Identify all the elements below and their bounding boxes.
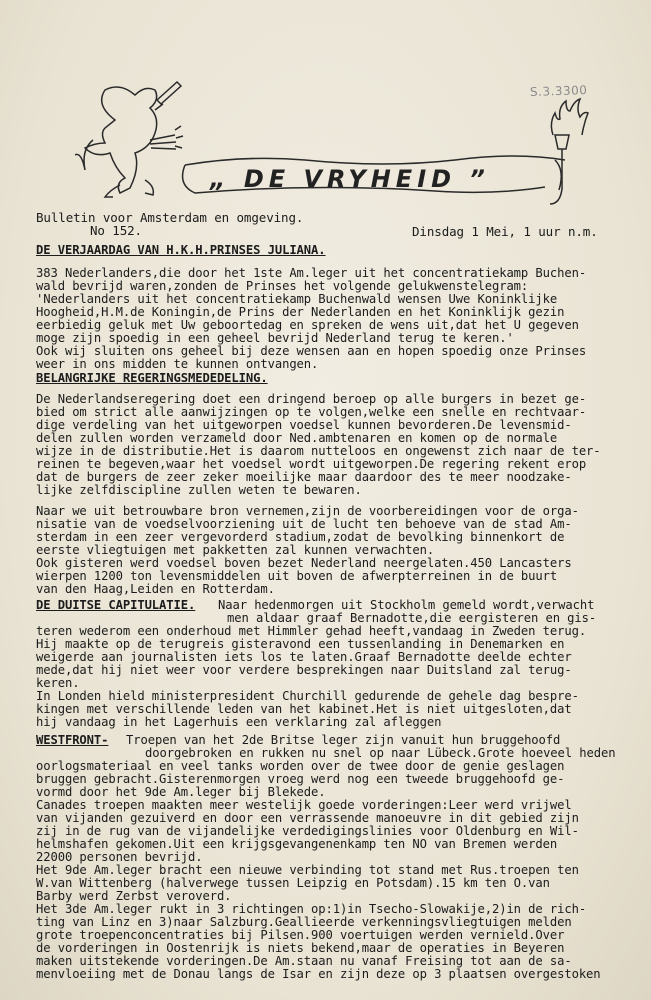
- text-line: wald bevrijd waren,zonden de Prinses het volgende gelukwenstelegram:: [36, 279, 529, 293]
- bulletin-date: Dinsdag 1 Mei, 1 uur n.m.: [412, 224, 598, 239]
- text-line: doorgebroken en rukken nu snel op naar Lübeck.Grote hoeveel heden: [145, 746, 616, 760]
- text-line: Canades troepen maakten meer westelijk goede vorderingen:Leer werd vrijwel: [36, 798, 572, 812]
- text-line: kingen met verschillende leden van het kabinet.Het is niet uitgesloten,dat: [36, 702, 572, 716]
- text-line: hij vandaag in het Lagerhuis een verklaring zal afleggen: [36, 715, 442, 729]
- text-line: weigerde aan journalisten iets los te laten.Graaf Bernadotte deelde echter: [36, 650, 572, 664]
- text-line: lijke zelfdiscipline zullen weten te bewaren.: [36, 483, 362, 497]
- text-line: eerste vliegtuigen met pakketten zal kunnen verwachten.: [36, 543, 435, 557]
- text-line: menvloeiing met de Donau langs de Isar en zijn deze op 3 plaatsen overgestoken: [36, 967, 601, 981]
- text-line: weer in ons midden te kunnen ontvangen.: [36, 357, 319, 371]
- text-line: eerbiedig geluk met Uw geboortedag en spreken de wens uit,dat het U gegeven: [36, 318, 579, 332]
- text-line: men aldaar graaf Bernadotte,die eergisteren en gis-: [227, 611, 597, 625]
- text-line: Ook gisteren werd voedsel boven bezet Nederland neergelaten.450 Lancasters: [36, 556, 572, 570]
- text-line: Hij maakte op de terugreis gisteravond een tussenlanding in Denemarken en: [36, 637, 565, 651]
- text-line: helmshafen gekomen.Uit een krijgsgevangenenkamp ten NO van Bremen werden: [36, 837, 558, 851]
- heading-westfront: WESTFRONT-: [36, 733, 109, 747]
- text-line: wierpen 1200 ton levensmiddelen uit boven de afwerpterreinen in de buurt: [36, 569, 558, 583]
- text-line: In Londen hield ministerpresident Churchill gedurende de gehele dag bespre-: [36, 689, 579, 703]
- text-line: 22000 personen bevrijd.: [36, 850, 203, 864]
- text-line: de vorderingen in Oostenrijk is niets bekend,maar de operaties in Beyeren: [36, 941, 565, 955]
- archive-reference-stamp: S.3.3300: [529, 83, 588, 99]
- text-line: mede,dat hij niet weer voor verdere besprekingen naar Duitsland zal terug-: [36, 663, 572, 677]
- text-line: reinen te begeven,waar het voedsel wordt uitgeworpen.De regering rekent erop: [36, 457, 587, 471]
- text-line: Naar we uit betrouwbare bron vernemen,zijn de voorbereidingen voor de orga-: [36, 504, 579, 518]
- text-line: W.van Wittenberg (halverwege tussen Leipzig en Potsdam).15 km ten O.van: [36, 876, 550, 890]
- text-line: Hoogheid,H.M.de Koningin,de Prins der Nederlanden en het Koninklijk gezin: [36, 305, 565, 319]
- text-line: sterdam in een zeer vergevorderd stadium,zodat de bevolking binnenkort de: [36, 530, 565, 544]
- text-line: dige verdeling van het uitgeworpen voedsel kunnen bevorderen.De levensmid-: [36, 418, 572, 432]
- text-line: moge zijn spoedig in een geheel bevrijd Nederland terug te keren.': [36, 331, 514, 345]
- bulletin-subtitle: Bulletin voor Amsterdam en omgeving.: [36, 210, 304, 225]
- text-line: 'Nederlanders uit het concentratiekamp Buchenwald wensen Uwe Koninklijke: [36, 292, 558, 306]
- heading-capitulation: DE DUITSE CAPITULATIE.: [36, 598, 196, 612]
- text-line: keren.: [36, 676, 80, 690]
- text-line: dat de burgers de zeer zeker moeilijke maar daardoor des te meer noodzake-: [36, 470, 572, 484]
- newspaper-title: „ DE VRYHEID ”: [210, 165, 490, 193]
- text-line: De Nederlandseregering doet een dringend beroep op alle burgers in bezet ge-: [36, 392, 587, 406]
- text-line: wijze in de distributie.Het is daarom nutteloos en ongewenst zich naar de ter-: [36, 444, 601, 458]
- text-line: Naar hedenmorgen uit Stockholm gemeld wordt,verwacht: [218, 598, 595, 612]
- text-line: 383 Nederlanders,die door het 1ste Am.leger uit het concentratiekamp Buchen-: [36, 266, 587, 280]
- text-line: oorlogsmateriaal en veel tanks worden over de twee door de genie geslagen: [36, 759, 565, 773]
- text-line: Het 9de Am.leger bracht een nieuwe verbinding tot stand met Rus.troepen ten: [36, 863, 579, 877]
- heading-government: BELANGRIJKE REGERINGSMEDEDELING.: [36, 371, 268, 385]
- text-line: van vijanden gezuiverd en door een verrassende manoeuvre in dit gebied zijn: [36, 811, 579, 825]
- text-line: Ook wij sluiten ons geheel bij deze wensen aan en hopen spoedig onze Prinses: [36, 344, 587, 358]
- text-line: zij in de rug van de vijandelijke verdedigingslinies voor Oldenburg en Wil-: [36, 824, 579, 838]
- text-line: grote troepenconcentraties bij Pilsen.900 voertuigen werden vernield.Over: [36, 928, 565, 942]
- text-line: teren wederom een onderhoud met Himmler gehad heeft,vandaag in Zweden terug.: [36, 624, 587, 638]
- text-line: Barby werd Zerbst veroverd.: [36, 889, 232, 903]
- text-line: van den Haag,Leiden en Rotterdam.: [36, 582, 275, 596]
- text-line: vormd door het 9de Am.leger bij Blekede.: [36, 785, 326, 799]
- text-line: ting van Linz en 3)naar Salzburg.Geallieerde verkenningsvliegtuigen melden: [36, 915, 572, 929]
- bulletin-number: No 152.: [90, 223, 142, 238]
- heading-birthday: DE VERJAARDAG VAN H.K.H.PRINSES JULIANA.: [36, 243, 326, 257]
- text-line: bruggen gebracht.Gisterenmorgen vroeg werd nog een tweede bruggehoofd ge-: [36, 772, 565, 786]
- text-line: Het 3de Am.leger rukt in 3 richtingen op:1)in Tsecho-Slowakije,2)in de rich-: [36, 902, 587, 916]
- text-line: nisatie van de voedselvoorziening uit de lucht ten behoeve van de stad Am-: [36, 517, 572, 531]
- text-line: Troepen van het 2de Britse leger zijn vanuit hun bruggehoofd: [126, 733, 561, 747]
- text-line: delen zullen worden verzameld door Ned.ambtenaren en komen op de normale: [36, 431, 558, 445]
- text-line: bied om strict alle aanwijzingen op te volgen,welke een snelle en rechtvaar-: [36, 405, 587, 419]
- text-line: maken uitstekende vorderingen.De Am.staan nu vanaf Freising tot aan de sa-: [36, 954, 572, 968]
